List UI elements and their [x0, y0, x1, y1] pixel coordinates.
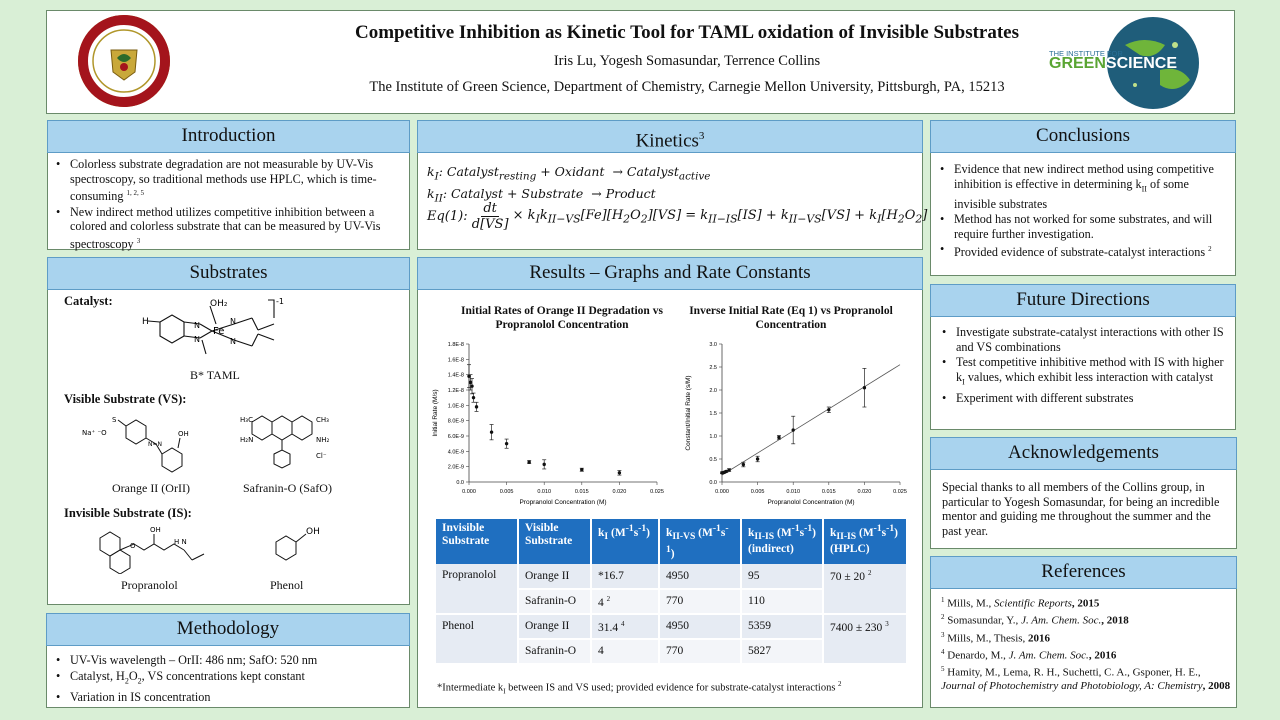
kinetics-step-2: $k_{II}$: Catalyst + Substrate → Product: [427, 186, 656, 205]
plot2-title: Inverse Initial Rate (Eq 1) vs Propranolol Concentration: [689, 305, 893, 331]
svg-text:H₂N: H₂N: [240, 436, 254, 444]
data-point: [792, 428, 795, 431]
col-ki: $k_I$ $(M^{-1}s^{-1})$: [591, 519, 659, 564]
results-heading: Results – Graphs and Rate Constants: [417, 257, 923, 290]
data-point: [527, 460, 530, 463]
x-tick-label: 0.000: [462, 489, 476, 495]
svg-text:N: N: [194, 335, 200, 344]
y-tick-label: 1.6E-8: [447, 357, 464, 364]
taml-charge: -1: [276, 297, 284, 306]
safranin-o-structure: [238, 410, 348, 480]
x-tick-label: 0.025: [650, 489, 664, 495]
svg-text:OH: OH: [306, 527, 320, 537]
cmu-seal-logo: [77, 14, 171, 108]
svg-text:OH: OH: [178, 430, 189, 438]
reference-item: $^1$ Mills, M., Scientific Reports, 2015: [941, 596, 1100, 610]
poster-header: [46, 10, 1235, 114]
data-point: [618, 471, 621, 474]
x-tick-label: 0.000: [715, 489, 729, 495]
data-point: [756, 457, 759, 460]
data-point: [580, 468, 583, 471]
visible-substrate-label: Visible Substrate (VS):: [64, 392, 187, 406]
catalyst-label: Catalyst:: [64, 294, 113, 308]
x-axis-label: Propranolol Concentration (M): [519, 499, 607, 506]
x-tick-label: 0.005: [499, 489, 514, 495]
gs-logo-line1: THE INSTITUTE FOR: [1049, 49, 1123, 58]
y-tick-label: 1.2E-8: [447, 388, 464, 394]
svg-text:N=N: N=N: [148, 441, 163, 448]
table-row: Propranolol Orange II *16.7 4950 95 70 ± 20 $^2$: [436, 564, 906, 589]
data-point: [490, 430, 493, 433]
svg-text:H: H: [142, 317, 149, 327]
y-axis-label: Constant/Initial Rate (s/M): [685, 375, 692, 451]
reference-item: $^3$ Mills, M., Thesis, 2016: [941, 630, 1051, 645]
y-tick-label: 0.0: [709, 480, 717, 486]
trend-line: [722, 365, 900, 475]
invisible-substrate-label: Invisible Substrate (IS):: [64, 506, 192, 520]
reference-item: $^4$ Denardo, M., J. Am. Chem. Soc., 2016: [941, 647, 1117, 662]
references-heading: References: [930, 556, 1237, 589]
phenol-label: Phenol: [270, 578, 304, 592]
col-invisible-substrate: Invisible Substrate: [436, 519, 518, 564]
rate-constant-table: [436, 519, 906, 665]
intro-bullet-1: • Colorless substrate degradation are not measurable by UV-Vis spectroscopy, so traditional methods use HPLC, which is time-consuming $^{1, 2, 5}$: [52, 157, 404, 204]
conclusion-bullet-3: • Provided evidence of substrate-catalyst interactions $^2$: [936, 242, 1228, 260]
safranin-o-label: Safranin-O (SafO): [243, 481, 332, 495]
data-point: [505, 442, 508, 445]
references-list: [941, 594, 1231, 694]
method-bullet-2: • Catalyst, $H_2O_2$, VS concentrations kept constant: [52, 669, 404, 689]
y-tick-label: 1.0: [709, 434, 717, 440]
y-tick-label: 1.0E-8: [447, 403, 464, 410]
results-footnote: *Intermediate $k_I$ between IS and VS used; provided evidence for substrate-catalyst interactions $^2$: [437, 680, 842, 696]
reference-item: $^5$ Hamity, M., Lema, R. H., Suchetti, C. A., Gsponer, H. E., Journal of Photochemistry and Photobiology, A: Chemistry, 2008: [941, 665, 1231, 693]
svg-text:S: S: [112, 416, 117, 424]
table-row: Phenol Orange II 31.4 $^4$ 4950 5359 7400 ± 230 $^3$: [436, 614, 906, 639]
x-tick-label: 0.010: [537, 489, 552, 495]
taml-label: B* TAML: [190, 368, 240, 382]
x-tick-label: 0.020: [612, 489, 627, 495]
future-bullet-2: • Test competitive inhibitive method with IS with higher $k_I$ values, which exhibit less interaction with catalyst: [938, 355, 1228, 390]
orange-ii-structure: [82, 410, 192, 480]
phenol-structure: [270, 524, 330, 574]
gs-logo-science: SCIENCE: [1105, 55, 1178, 72]
y-tick-label: 0.5: [709, 457, 717, 463]
x-axis-label: Propranolol Concentration (M): [767, 499, 855, 506]
kinetics-heading: Kinetics$^3$: [417, 120, 923, 153]
y-tick-label: 3.0: [709, 342, 717, 348]
svg-text:Na⁺ ⁻O: Na⁺ ⁻O: [82, 429, 107, 437]
data-point: [777, 436, 780, 439]
y-axis-label: Initial Rate (M/s): [432, 389, 439, 437]
y-tick-label: 1.5: [709, 411, 717, 417]
table-row: Safranin-O 4 $^2$ 770 110: [436, 589, 906, 614]
poster-authors: Iris Lu, Yogesh Somasundar, Terrence Collins: [553, 53, 821, 69]
green-science-logo: [1047, 15, 1197, 111]
table-row: Safranin-O 4 770 5827: [436, 639, 906, 664]
orange-ii-label: Orange II (OrII): [112, 481, 190, 495]
col-kii-is-hplc: $k_{II-IS}$ $(M^{-1}s^{-1})$ (HPLC): [823, 519, 906, 564]
y-tick-label: 6.0E-9: [447, 434, 464, 440]
propranolol-label: Propranolol: [121, 578, 178, 592]
kinetics-equation-1: Eq(1): $\frac{dt}{d[VS]}$ × $k_Ik_{II-VS}[Fe][H_2O_2][VS] = k_{II-IS}[IS] + k_{II-VS}[VS] + k_I[H_2O_2]$: [427, 201, 928, 232]
intro-bullet-2: • New indirect method utilizes competitive inhibition between a colored and colorless substrate that can be measured by UV-Vis spectroscopy $^3$: [52, 205, 404, 252]
svg-text:N: N: [194, 321, 200, 330]
initial-rate-plot: [427, 336, 665, 508]
y-tick-label: 0.0: [456, 480, 464, 486]
y-tick-label: 1.4E-8: [447, 372, 464, 379]
method-bullet-1: • UV-Vis wavelength – OrII: 486 nm; SafO: 520 nm: [52, 653, 404, 668]
data-point: [470, 384, 473, 387]
y-tick-label: 2.0: [709, 388, 717, 394]
methodology-heading: Methodology: [46, 613, 410, 646]
x-tick-label: 0.015: [574, 489, 589, 495]
data-point: [472, 396, 475, 399]
kinetics-step-1: $k_I$: Catalyst$_{resting}$ + Oxidant → Catalyst$_{active}$: [427, 164, 711, 183]
acknowledgements-text: Special thanks to all members of the Collins group, in particular to Yogesh Somasundar, for being an incredible mentor and guiding me throughout the summer and the past year.: [942, 480, 1220, 538]
y-tick-label: 8.0E-9: [447, 418, 464, 425]
svg-text:O: O: [130, 542, 136, 550]
col-visible-substrate: Visible Substrate: [518, 519, 591, 564]
acknowledgements-heading: Acknowledgements: [930, 437, 1237, 470]
future-bullet-1: • Investigate substrate-catalyst interactions with other IS and VS combinations: [938, 325, 1228, 354]
plot1-title: Initial Rates of Orange II Degradation vs Propranolol Concentration: [461, 305, 663, 331]
x-tick-label: 0.015: [821, 489, 836, 495]
conclusion-bullet-2: • Method has not worked for some substrates, and will require further investigation.: [936, 212, 1228, 241]
gs-logo-green: GREEN: [1049, 55, 1106, 72]
y-tick-label: 2.0E-9: [447, 464, 464, 471]
conclusions-heading: Conclusions: [930, 120, 1236, 153]
inverse-rate-plot: [680, 336, 908, 508]
col-kii-vs: $k_{II-VS}$ $(M^{-1}s^{-1})$: [659, 519, 741, 564]
svg-text:CH₃: CH₃: [316, 416, 329, 424]
data-point: [827, 408, 830, 411]
svg-text:OH: OH: [150, 526, 161, 534]
y-tick-label: 1.8E-8: [447, 342, 464, 348]
y-tick-label: 2.5: [709, 365, 717, 371]
x-tick-label: 0.025: [893, 489, 907, 495]
introduction-heading: Introduction: [47, 120, 410, 153]
svg-text:N: N: [230, 317, 236, 326]
data-point: [727, 468, 730, 471]
x-tick-label: 0.020: [857, 489, 872, 495]
reference-item: $^2$ Somasundar, Y., J. Am. Chem. Soc., 2018: [941, 613, 1129, 627]
poster-affiliation: The Institute of Green Science, Department of Chemistry, Carnegie Mellon University, Pittsburgh, PA, 15213: [369, 79, 1005, 95]
svg-text:H₃C: H₃C: [240, 416, 253, 424]
future-heading: Future Directions: [930, 284, 1236, 317]
data-point: [543, 463, 546, 466]
svg-text:Cl⁻: Cl⁻: [316, 452, 327, 460]
conclusion-bullet-1: • Evidence that new indirect method using competitive inhibition is effective in determining $k_{II}$ of some invisible substrates: [936, 162, 1228, 211]
y-tick-label: 4.0E-9: [447, 449, 464, 456]
propranolol-structure: [94, 524, 214, 574]
taml-fe: Fe: [213, 326, 225, 337]
data-point: [475, 405, 478, 408]
substrates-heading: Substrates: [47, 257, 410, 290]
method-bullet-3: • Variation in IS concentration: [52, 690, 404, 705]
future-bullet-3: • Experiment with different substrates: [938, 391, 1228, 406]
svg-text:NH₂: NH₂: [316, 436, 330, 444]
taml-oh2: OH₂: [210, 299, 228, 309]
svg-text:N: N: [230, 337, 236, 346]
col-kii-is-indirect: $k_{II-IS}$ $(M^{-1}s^{-1})$ (indirect): [741, 519, 823, 564]
taml-structure: [140, 294, 300, 374]
data-point: [742, 463, 745, 466]
x-tick-label: 0.005: [750, 489, 765, 495]
x-tick-label: 0.010: [786, 489, 801, 495]
poster-title: Competitive Inhibition as Kinetic Tool for TAML oxidation of Invisible Substrates: [354, 22, 1020, 43]
data-point: [863, 386, 866, 389]
svg-text:H N: H N: [174, 538, 187, 546]
